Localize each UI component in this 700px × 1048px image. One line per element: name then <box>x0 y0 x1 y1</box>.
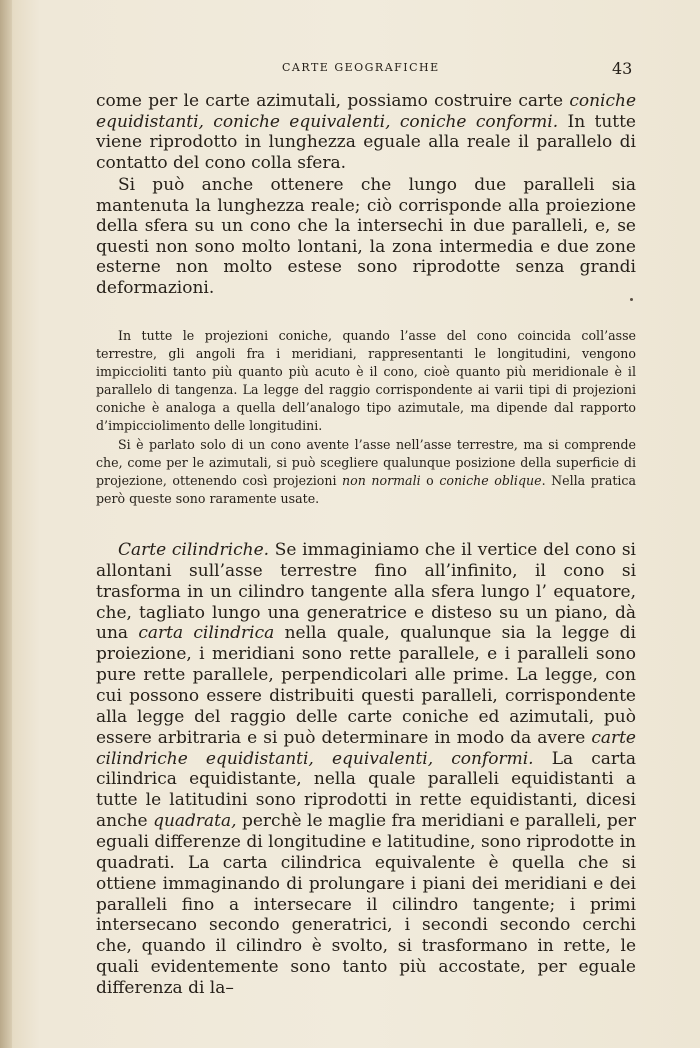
italic-run: quadrata, <box>153 811 237 832</box>
italic-run: non normali <box>342 473 421 489</box>
paragraph-two-parallels: Si può anche ottenere che lungo due paralleli sia mantenuta la lunghezza reale; ciò corrisponde alla proiezione della sfera su un cono che la intersechi in due paralleli, e, se questi non sono molto lontani, la zona intermedia e due zone esterne non molto estese sono riprodotte senza grandi deformazioni. <box>96 175 636 298</box>
running-title: CARTE GEOGRAFICHE <box>282 61 440 74</box>
text-run: o <box>420 473 440 489</box>
italic-run: coniche oblique <box>439 473 542 489</box>
text-run: In tutte viene riprodotto in lunghezza eguale alla reale il parallelo di contatto del cono colla sfera. <box>96 111 636 173</box>
italic-run: carte cilindriche equidistanti, equivalenti, conformi. <box>96 727 636 769</box>
page-number: 43 <box>612 59 633 78</box>
note-oblique-projections <box>96 436 636 508</box>
text-run: Si è parlato solo di un cono avente l’asse nell’asse terrestre, ma si comprende che, come per le azimutali, si può scegliere qualunque posizione della superficie di projezione, ottenendo così projezioni <box>96 437 636 489</box>
italic-run: carta cilindrica <box>138 623 275 644</box>
text-run: come per le carte azimutali, possiamo costruire carte <box>96 91 570 111</box>
text-run: Se immaginiamo che il vertice del cono si allontani sull’asse terrestre fino all’infinito, il cono si trasforma in un cilindro tangente alla sfera lungo l’ equatore, che, tagliato lungo una generatrice e disteso su un piano, dà una <box>96 540 636 644</box>
italic-run: coniche equidistanti, coniche equivalenti, coniche conformi. <box>96 91 636 132</box>
text-run: La carta cilindrica equidistante, nella quale paralleli equidistanti a tutte le latitudini sono riprodotti in rette equidistanti, dicesi anche <box>96 748 637 832</box>
paragraph-conic-maps <box>96 91 636 173</box>
paragraph-cylindrical-maps <box>96 540 636 999</box>
page-spine-shadow <box>0 0 12 1048</box>
text-run: nella quale, qualunque sia la legge di proiezione, i meridiani sono rette parallele, e i paralleli sono pure rette parallele, perpendicolari alle prime. La legge, con cui possono essere distribuiti questi paralleli, corrispondente alla legge del raggio delle carte coniche ed azimutali, può essere arbitraria e si può determinare in modo da avere <box>96 623 636 748</box>
italic-run: Carte cilindriche. <box>118 540 270 560</box>
text-run: perchè le maglie fra meridiani e paralleli, per eguali differenze di longitudine e latitudine, sono riprodotte in quadrati. La carta cilindrica equivalente è quella che si ottiene immaginando di prolungare i piani dei meridiani e dei paralleli fino a intersecare il cilindro tangente; i primi intersecano secondo generatrici, i secondi secondo cerchi che, quando il cilindro è svolto, si trasformano in rette, le quali evidentemente sono tanto più accostate, per eguale differenza di la– <box>96 811 636 999</box>
text-run: . Nella pratica però queste sono raramente usate. <box>96 473 636 507</box>
ink-speck <box>630 298 633 301</box>
note-conic-angles: In tutte le projezioni coniche, quando l’asse del cono coincida coll’asse terrestre, gli angoli fra i meridiani, rappresentanti le longitudini, vengono impiccioliti tanto più quanto più acuto è il cono, cioè quanto più meridionale è il parallelo di tangenza. La legge del raggio corrispondente ai varii tipi di projezioni coniche è analoga a quella dell’analogo tipo azimutale, ma dipende dal rapporto d’impicciolimento delle longitudini. <box>96 328 636 434</box>
